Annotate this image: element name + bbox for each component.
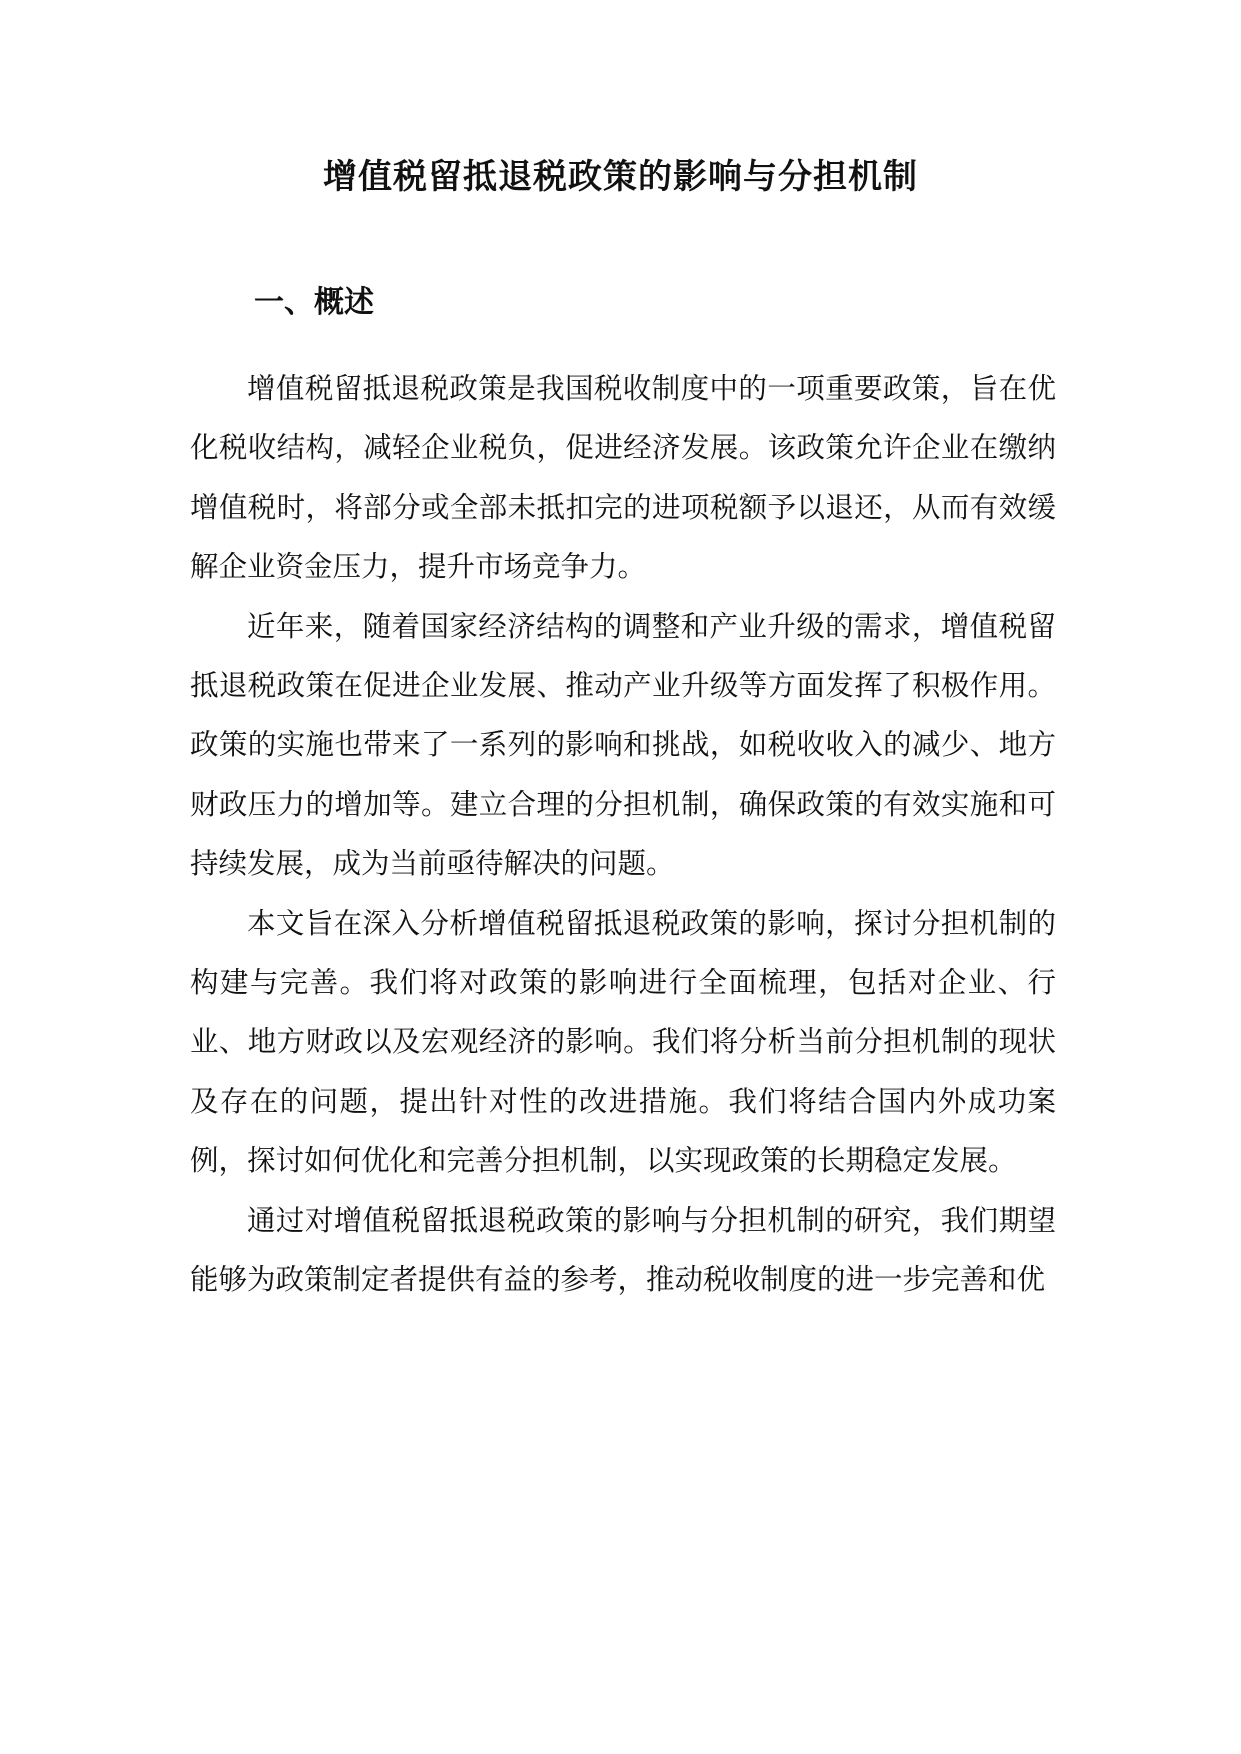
document-title: 增值税留抵退税政策的影响与分担机制 — [323, 157, 918, 197]
paragraph-3: 本文旨在深入分析增值税留抵退税政策的影响，探讨分担机制的构建与完善。我们将对政策的影响进行全面梳理，包括对企业、行业、地方财政以及宏观经济的影响。我们将分析当前分担机制的现状及存在的问题，提出针对性的改进措施。我们将结合国内外成功案例，探讨如何优化和完善分担机制，以实现政策的长期稳定发展。 — [190, 906, 1056, 1178]
section-heading: 一、概述 — [254, 285, 374, 320]
paragraph-4: 通过对增值税留抵退税政策的影响与分担机制的研究，我们期望能够为政策制定者提供有益的参考，推动税收制度的进一步完善和优 — [190, 1203, 1056, 1297]
paragraph-2: 近年来，随着国家经济结构的调整和产业升级的需求，增值税留抵退税政策在促进企业发展、推动产业升级等方面发挥了积极作用。政策的实施也带来了一系列的影响和挑战，如税收收入的减少、地方财政压力的增加等。建立合理的分担机制，确保政策的有效实施和可持续发展，成为当前亟待解决的问题。 — [190, 609, 1056, 881]
document-body — [190, 359, 1056, 1310]
paragraph-1: 增值税留抵退税政策是我国税收制度中的一项重要政策，旨在优化税收结构，减轻企业税负，促进经济发展。该政策允许企业在缴纳增值税时，将部分或全部未抵扣完的进项税额予以退还，从而有效缓解企业资金压力，提升市场竞争力。 — [190, 372, 1056, 584]
